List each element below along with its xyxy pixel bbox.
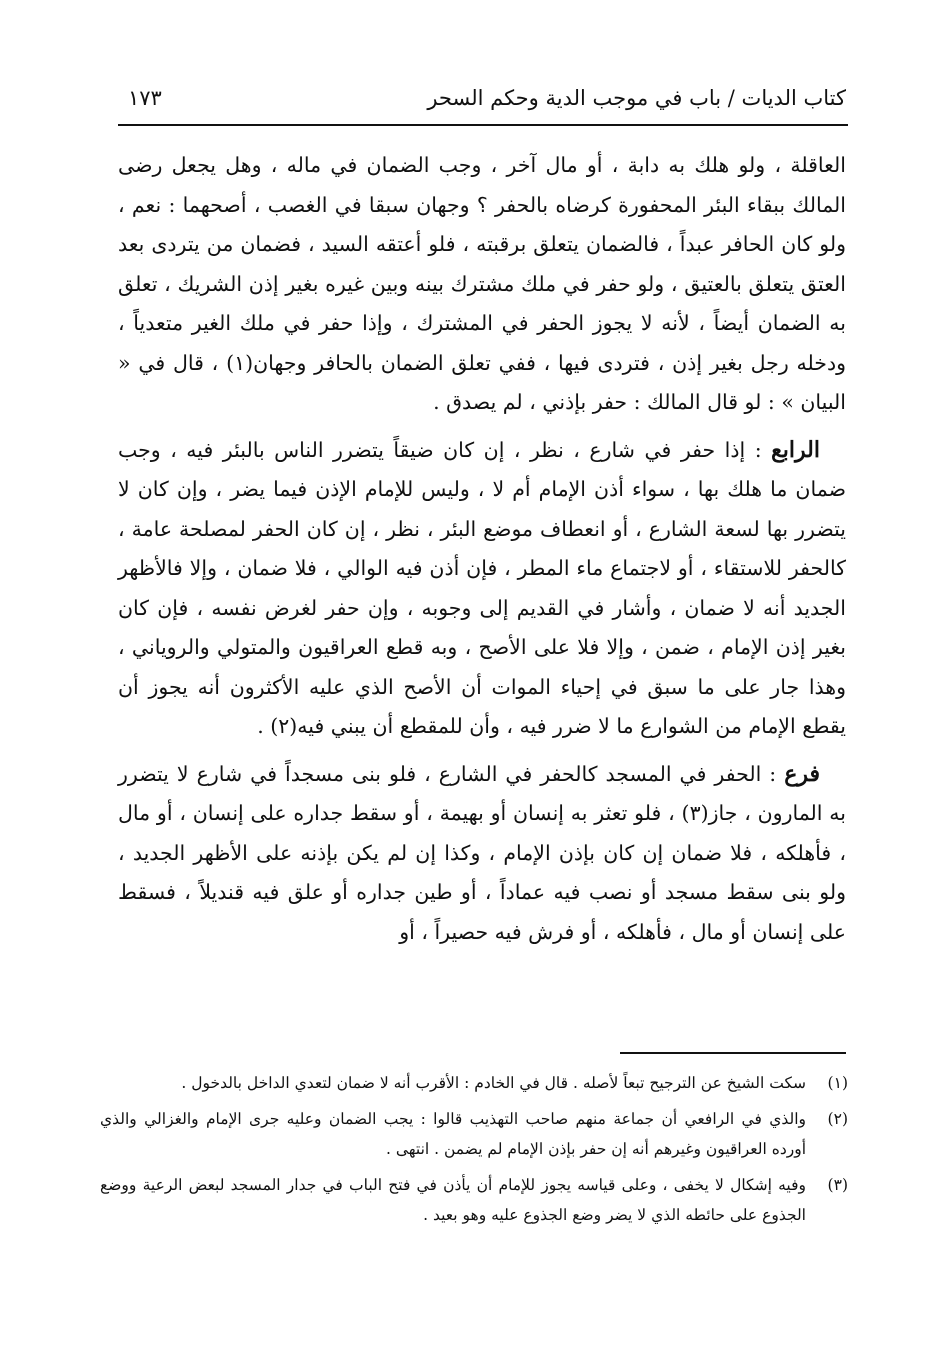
footnote-number: (٢) [827,1110,848,1128]
running-title: كتاب الديات / باب في موجب الدية وحكم السحر [427,86,846,110]
footnote-text: وفيه إشكال لا يخفى ، وعلى قياسه يجوز للإمام أن يأذن في فتح الباب في جدار المسجد لبعض الرعية ووضع الجذوع على حائطه الذي لا يضر وضع الجذوع عليه وهو بعيد . [100,1176,806,1224]
footnote-text: والذي في الرافعي أن جماعة منهم صاحب التهذيب قالوا : يجب الضمان وعليه جرى الإمام والغزالي والذي أورده العراقيون وغيرهم أنه إن حفر بإذن الإمام لم يضمن . انتهى . [100,1110,806,1158]
footnote-number: (٣) [827,1176,848,1194]
footnote-separator [620,1052,846,1054]
footnote-2 [100,1104,848,1164]
paragraph-2-lead: الرابع [771,436,820,463]
footnote-text: سكت الشيخ عن الترجيح تبعاً لأصله . قال في الخادم : الأقرب أنه لا ضمان لتعدي الداخل بالدخول . [181,1074,806,1092]
paragraph-1: العاقلة ، ولو هلك به دابة ، أو مال آخر ، وجب الضمان في ماله ، وهل يجعل رضى المالك ببقاء البئر المحفورة كرضاه بالحفر ؟ وجهان سبقا في الغصب ، أصحهما : نعم ، ولو كان الحافر عبداً ، فالضمان يتعلق برقبته ، فلو أعتقه السيد ، فضمان من يتردى بعد العتق يتعلق بالعتيق ، ولو حفر في ملك مشترك بينه وبين غيره بغير إذن الشريك ، تعلق به الضمان أيضاً ، لأنه لا يجوز الحفر في المشترك ، وإذا حفر في ملك الغير متعدياً ، ودخله رجل بغير إذن ، فتردى فيها ، ففي تعلق الضمان بالحافر وجهان(١) ، قال في « البيان » : لو قال المالك : حفر بإذني ، لم يصدق . [118,153,846,414]
header-rule [118,124,848,126]
footnotes [100,1068,848,1236]
paragraph-3-text: : الحفر في المسجد كالحفر في الشارع ، فلو بنى مسجداً في شارع لا يتضرر به المارون ، جاز(٣) ، فلو تعثر به إنسان أو بهيمة ، أو سقط جداره على إنسان ، أو مال ، فأهلكه ، فلا ضمان إن كان بإذن الإمام ، وكذا إن لم يكن بإذنه على الأظهر الجديد ، ولو بنى سقط مسجد أو نصب فيه عماداً ، أو طين جداره أو علق فيه قنديلاً ، فسقط على إنسان أو مال ، فأهلكه ، أو فرش فيه حصيراً ، أو [118,761,846,944]
main-text [118,146,846,960]
footnote-3 [100,1170,848,1230]
paragraph-3-lead: فرع [784,760,820,787]
footnote-number: (١) [827,1074,848,1092]
page-number: ١٧٣ [128,86,162,110]
page-header [118,84,846,120]
paragraph-2 [118,431,846,747]
footnote-1 [100,1068,848,1098]
paragraph-2-text: : إذا حفر في شارع ، نظر ، إن كان ضيقاً يتضرر الناس بالبئر فيه ، وجب ضمان ما هلك بها ، سواء أذن الإمام أم لا ، وليس للإمام الإذن فيما يضر ، وإن كان لا يتضرر بها لسعة الشارع ، أو انعطاف موضع البئر ، نظر ، إن كان الحفر لمصلحة عامة ، كالحفر للاستقاء ، أو لاجتماع ماء المطر ، فإن أذن فيه الوالي ، فلا ضمان ، وإلا فالأظهر الجديد أنه لا ضمان ، وأشار في القديم إلى وجوبه ، وإن حفر لغرض نفسه ، فإن كان بغير إذن الإمام ، ضمن ، وإلا فلا على الأصح ، وبه قطع العراقيون والمتولي والروياني ، وهذا جار على ما سبق في إحياء الموات أن الأصح الذي عليه الأكثرون أنه يجوز أن يقطع الإمام من الشوارع ما لا ضرر فيه ، وأن للمقطع أن يبني فيه(٢) . [118,437,846,738]
paragraph-3 [118,755,846,953]
